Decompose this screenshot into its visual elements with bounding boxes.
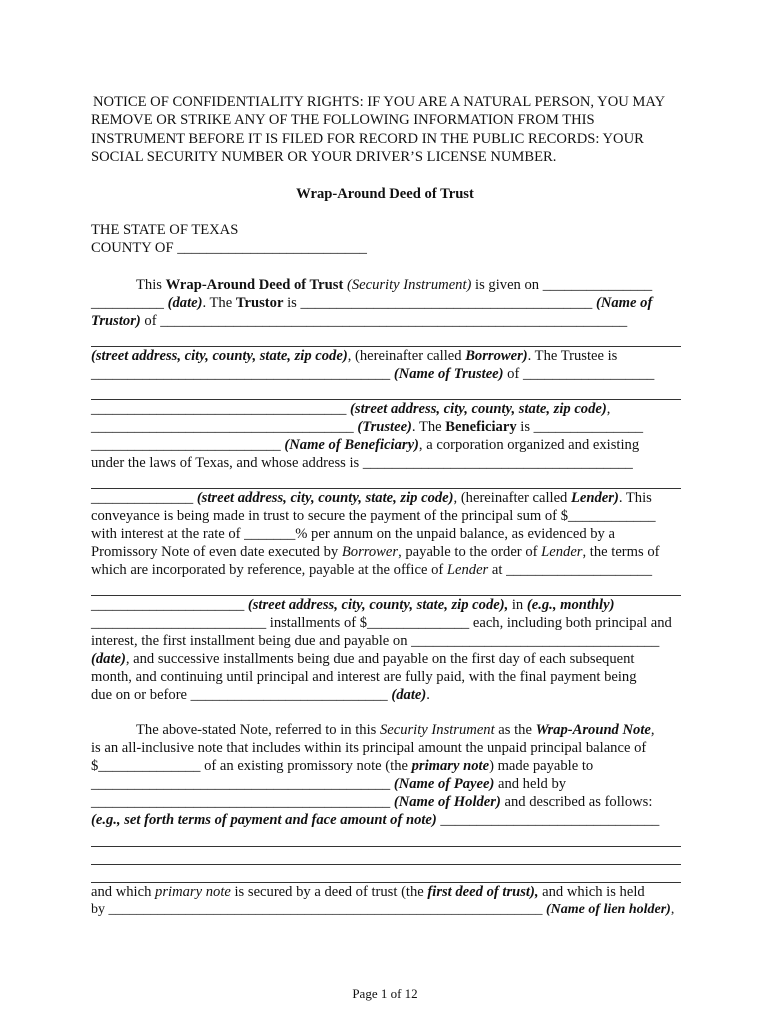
paragraph-line: _________________________________________ (Name of Holder) and described as follows:	[91, 794, 653, 810]
paragraph-line: (e.g., set forth terms of payment and face amount of note) ______________________________	[91, 812, 660, 828]
paragraph-line: with interest at the rate of _______% per annum on the unpaid balance, as evidenced by a	[91, 526, 615, 542]
blank-line	[91, 846, 681, 847]
paragraph-line: due on or before ___________________________ (date).	[91, 687, 430, 703]
paragraph-line: by ______________________________________________________________ (Name of lien holder),	[91, 902, 675, 917]
paragraph-line: month, and continuing until principal and interest are fully paid, with the final payment being	[91, 669, 637, 685]
paragraph-line: ___________________________________ (street address, city, county, state, zip code),	[91, 401, 611, 417]
blank-line	[91, 882, 681, 883]
paragraph-line: (date), and successive installments being due and payable on the first day of each subsequent	[91, 651, 635, 667]
confidentiality-notice: NOTICE OF CONFIDENTIALITY RIGHTS: IF YOU ARE A NATURAL PERSON, YOU MAY REMOVE OR STRIKE ANY OF THE FOLLOWING INFORMATION FROM THIS INSTRUMENT BEFORE IT IS FILED FOR RECORD IN THE PUBLIC RECORDS: YOUR SOCIAL SECURITY NUMBER OR YOUR DRIVER’S LICENSE NUMBER.	[91, 94, 665, 166]
paragraph-line: conveyance is being made in trust to secure the payment of the principal sum of $____________	[91, 508, 656, 524]
paragraph-line: __________ (date). The Trustor is ________________________________________ (Name of	[91, 295, 653, 311]
state-line: THE STATE OF TEXAS	[91, 222, 239, 238]
paragraph-line: This Wrap-Around Deed of Trust (Security Instrument) is given on _______________	[136, 277, 653, 293]
paragraph-line: Promissory Note of even date executed by Borrower, payable to the order of Lender, the terms of	[91, 544, 660, 560]
paragraph-line: $______________ of an existing promissory note (the primary note) made payable to	[91, 758, 594, 774]
blank-line	[91, 595, 681, 596]
paragraph-line: _________________________________________ (Name of Trustee) of __________________	[91, 366, 655, 382]
blank-line	[91, 488, 681, 489]
blank-line	[91, 346, 681, 347]
document-title: Wrap-Around Deed of Trust	[296, 186, 474, 202]
paragraph-line: _____________________ (street address, city, county, state, zip code), in (e.g., monthly)	[91, 597, 615, 613]
paragraph-line: Trustor) of ________________________________________________________________	[91, 313, 628, 329]
county-line: COUNTY OF __________________________	[91, 240, 367, 256]
paragraph-line: __________________________ (Name of Beneficiary), a corporation organized and existing	[91, 437, 640, 453]
page-number: Page 1 of 12	[352, 986, 418, 1001]
paragraph-line: _________________________________________ (Name of Payee) and held by	[91, 776, 567, 792]
blank-line	[91, 399, 681, 400]
paragraph-line: ____________________________________ (Trustee). The Beneficiary is _______________	[91, 419, 644, 435]
paragraph-line: which are incorporated by reference, payable at the office of Lender at ____________________	[91, 562, 653, 578]
paragraph-line: ______________ (street address, city, county, state, zip code), (hereinafter called Lender). This	[91, 490, 652, 506]
paragraph-line: (street address, city, county, state, zip code), (hereinafter called Borrower). The Trustee is	[91, 348, 618, 364]
paragraph-line: and which primary note is secured by a deed of trust (the first deed of trust), and which is held	[91, 884, 645, 900]
paragraph-line: interest, the first installment being due and payable on __________________________________	[91, 633, 660, 649]
blank-line	[91, 864, 681, 865]
paragraph-line: under the laws of Texas, and whose address is _____________________________________	[91, 455, 633, 471]
paragraph-line: is an all-inclusive note that includes within its principal amount the unpaid principal balance of	[91, 740, 647, 756]
paragraph-line: The above-stated Note, referred to in this Security Instrument as the Wrap-Around Note,	[136, 722, 655, 738]
paragraph-line: ________________________ installments of $______________ each, including both principal and	[91, 615, 672, 631]
